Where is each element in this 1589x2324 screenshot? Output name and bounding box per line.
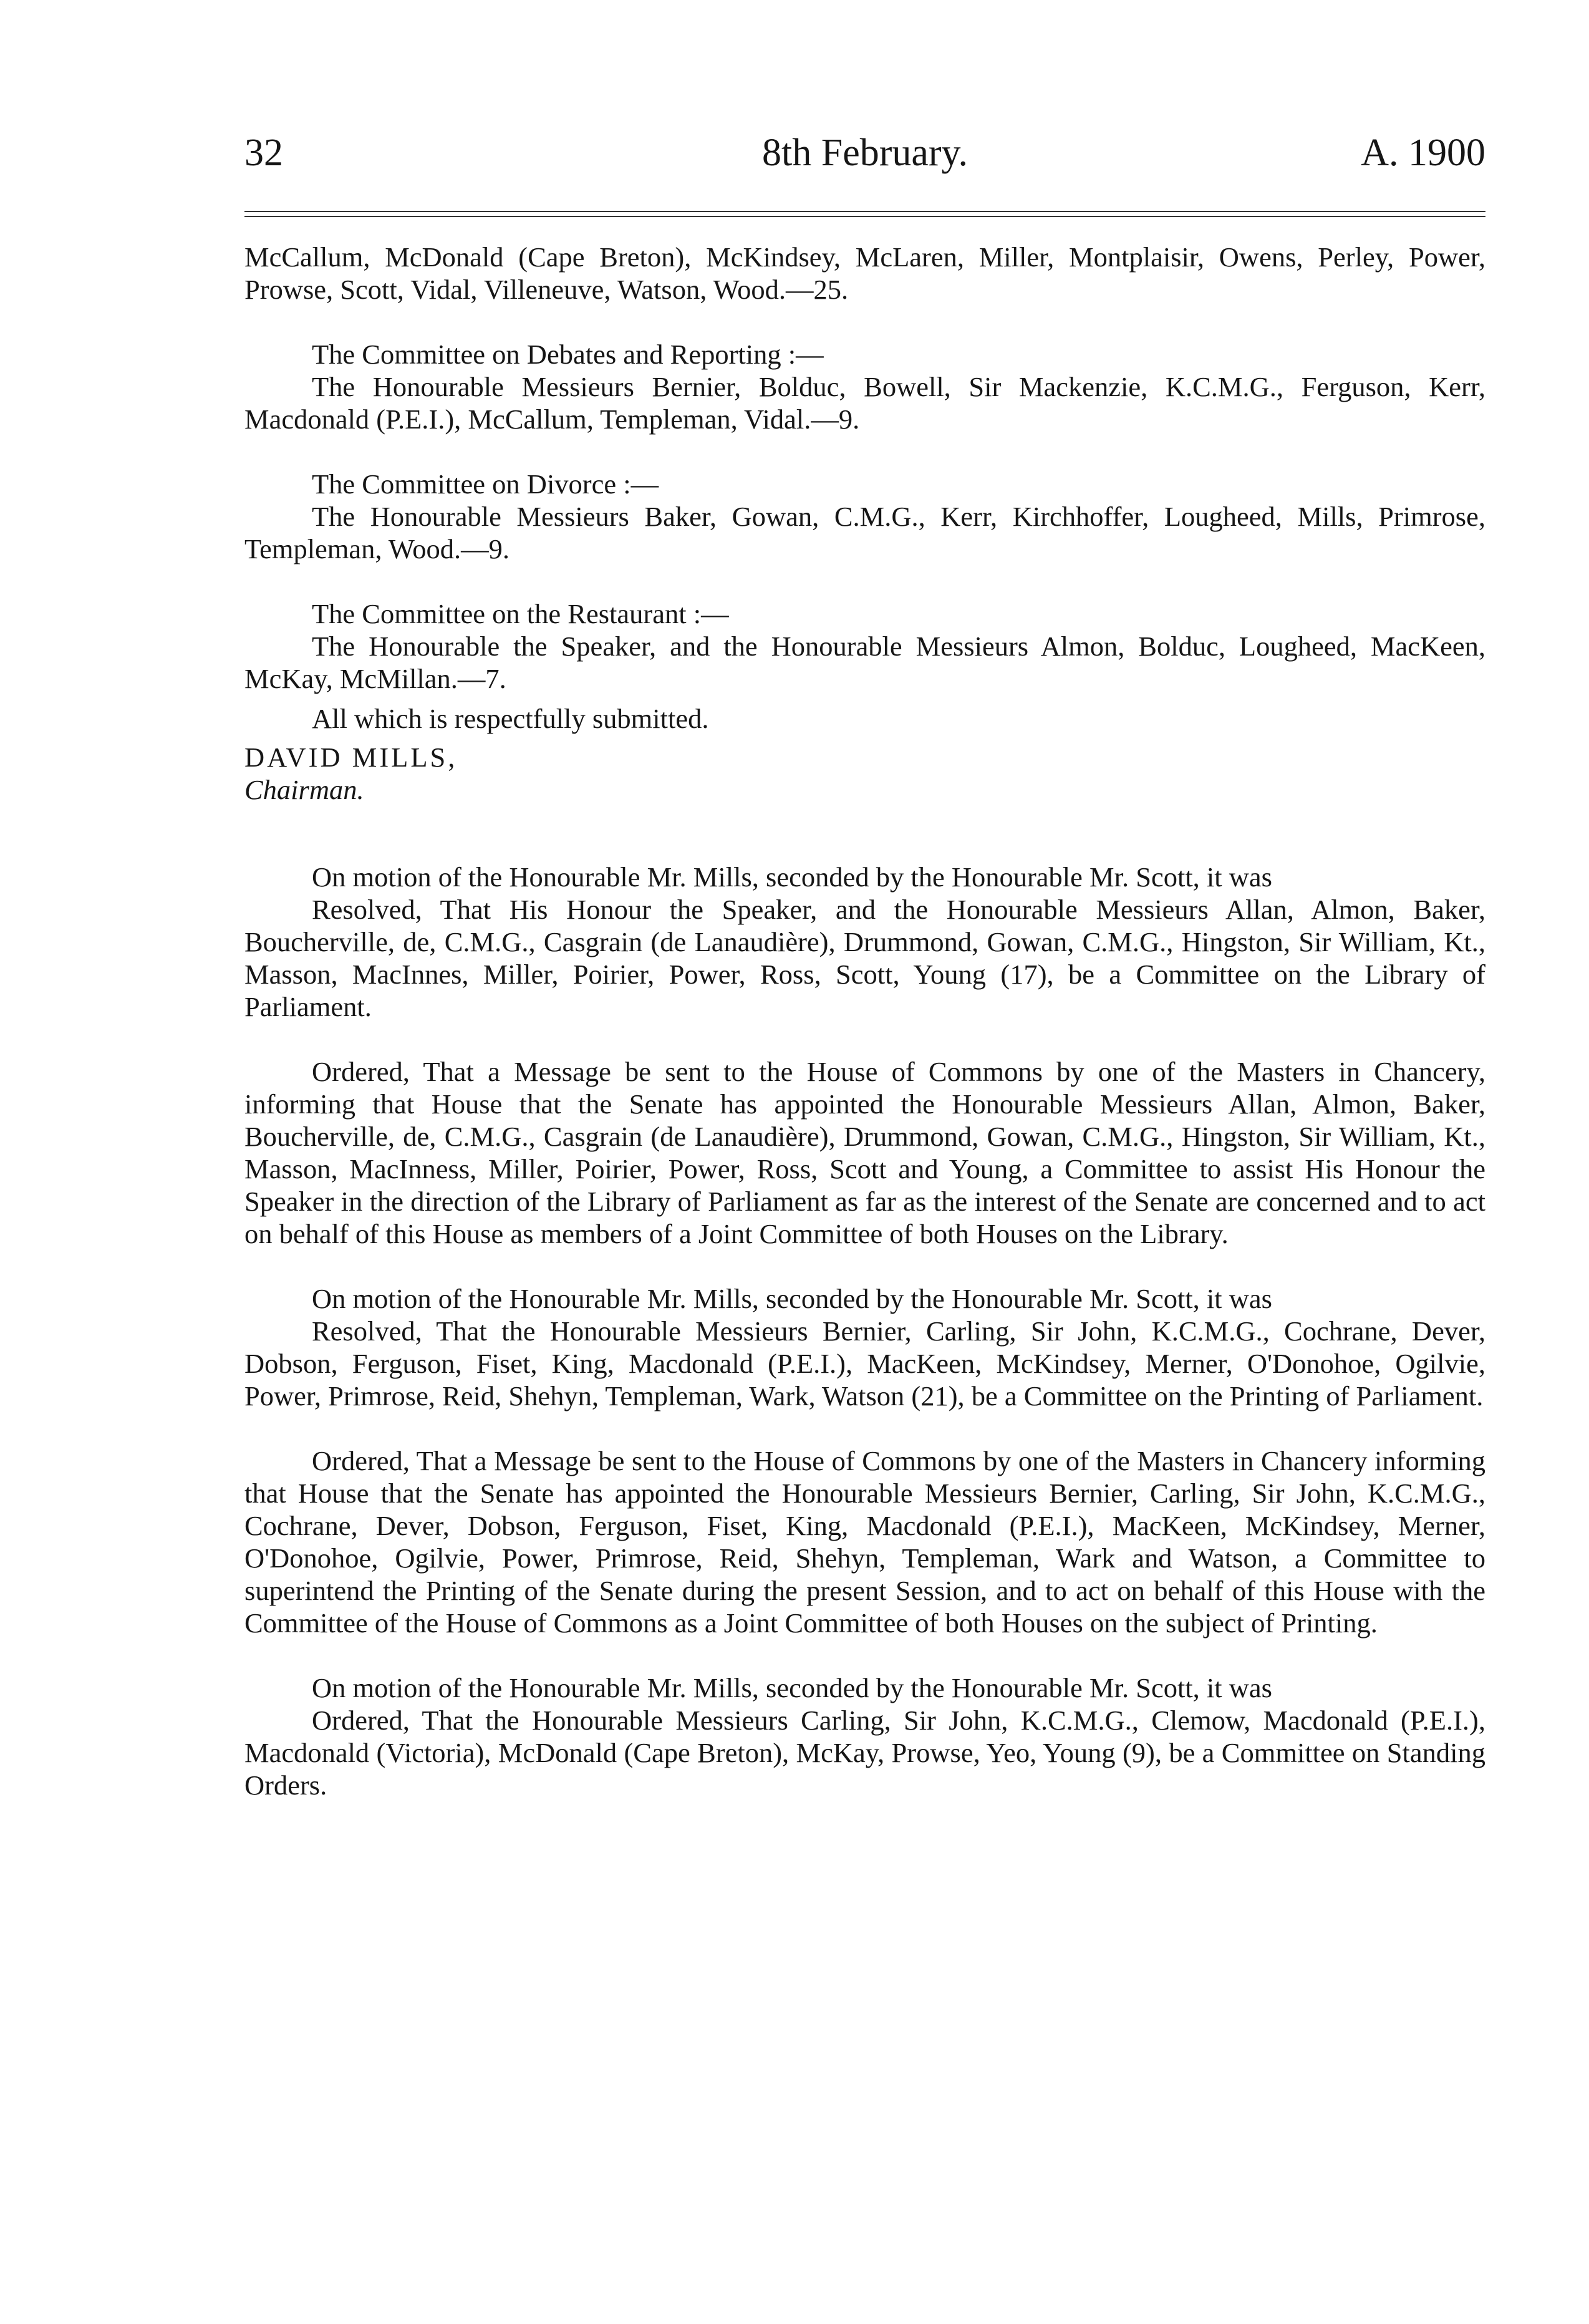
committee-heading: The Committee on the Restaurant :—: [312, 598, 729, 629]
signature-title: Chairman.: [244, 774, 364, 805]
paragraph: All which is respectfully submitted.: [312, 703, 709, 734]
header-date: 8th February.: [761, 132, 968, 174]
signature-name: DAVID MILLS,: [244, 742, 458, 773]
committee-heading: The Committee on Divorce :—: [312, 468, 659, 500]
paragraph: McCallum, McDonald (Cape Breton), McKindsey, McLaren, Miller, Montplaisir, Owens, Perley, Power, Prowse, Scott, Vidal, Villeneuve, Watson, Wood.—25.: [244, 241, 1485, 305]
motion-paragraph: On motion of the Honourable Mr. Mills, seconded by the Honourable Mr. Scott, it was: [312, 1283, 1272, 1314]
order-paragraph: Ordered, That a Message be sent to the House of Commons by one of the Masters in Chancery informing that House that the Senate has appointed the Honourable Messieurs Bernier, Carling, Sir John, K.C.M.G., Cochrane, Dever, Dobson, Ferguson, Fiset, King, Macdonald (P.E.I.), MacKeen, McKindsey, Merner, O'Donohoe, Ogilvie, Power, Primrose, Reid, Shehyn, Templeman, Wark and Watson, a Committee to superintend the Printing of the Senate during the present Session, and to act on behalf of this House with the Committee of the House of Commons as a Joint Committee of both Houses on the subject of Printing.: [244, 1445, 1485, 1639]
order-paragraph: Ordered, That the Honourable Messieurs Carling, Sir John, K.C.M.G., Clemow, Macdonald (P.E.I.), Macdonald (Victoria), McDonald (Cape Breton), McKay, Prowse, Yeo, Young (9), be a Committee on Standing Orders.: [244, 1705, 1485, 1801]
header-rule: [244, 211, 1485, 217]
resolution-paragraph: Resolved, That the Honourable Messieurs Bernier, Carling, Sir John, K.C.M.G., Cochrane, Dever, Dobson, Ferguson, Fiset, King, Macdonald (P.E.I.), MacKeen, McKindsey, Merner, O'Donohoe, Ogilvie, Power, Primrose, Reid, Shehyn, Templeman, Wark, Watson (21), be a Committee on the Printing of Parliament.: [244, 1315, 1485, 1411]
motion-paragraph: On motion of the Honourable Mr. Mills, seconded by the Honourable Mr. Scott, it was: [312, 861, 1272, 893]
motion-paragraph: On motion of the Honourable Mr. Mills, seconded by the Honourable Mr. Scott, it was: [312, 1672, 1272, 1703]
committee-heading: The Committee on Debates and Reporting :—: [312, 339, 824, 370]
page-number: 32: [244, 132, 283, 174]
page-header: [244, 125, 1485, 181]
document-page: [244, 125, 1485, 1801]
paragraph: The Honourable Messieurs Bernier, Bolduc, Bowell, Sir Mackenzie, K.C.M.G., Ferguson, Kerr, Macdonald (P.E.I.), McCallum, Templeman, Vidal.—9.: [244, 371, 1485, 435]
document-body: [244, 241, 1485, 1801]
header-year: A. 1900: [1361, 132, 1485, 174]
resolution-paragraph: Resolved, That His Honour the Speaker, and the Honourable Messieurs Allan, Almon, Baker, Boucherville, de, C.M.G., Casgrain (de Lanaudière), Drummond, Gowan, C.M.G., Hingston, Sir William, Kt., Masson, MacInnes, Miller, Poirier, Power, Ross, Scott, Young (17), be a Committee on the Library of Parliament.: [244, 894, 1485, 1022]
signature-block: [244, 741, 1485, 773]
order-paragraph: Ordered, That a Message be sent to the House of Commons by one of the Masters in Chancery, informing that House that the Senate has appointed the Honourable Messieurs Allan, Almon, Baker, Boucherville, de, C.M.G., Casgrain (de Lanaudière), Drummond, Gowan, C.M.G., Hingston, Sir William, Kt., Masson, MacInness, Miller, Poirier, Power, Ross, Scott and Young, a Committee to assist His Honour the Speaker in the direction of the Library of Parliament as far as the interest of the Senate are concerned and to act on behalf of this House as members of a Joint Committee of both Houses on the Library.: [244, 1056, 1485, 1249]
paragraph: The Honourable Messieurs Baker, Gowan, C.M.G., Kerr, Kirchhoffer, Lougheed, Mills, Primrose, Templeman, Wood.—9.: [244, 501, 1485, 564]
paragraph: The Honourable the Speaker, and the Honourable Messieurs Almon, Bolduc, Lougheed, MacKeen, McKay, McMillan.—7.: [244, 631, 1485, 694]
